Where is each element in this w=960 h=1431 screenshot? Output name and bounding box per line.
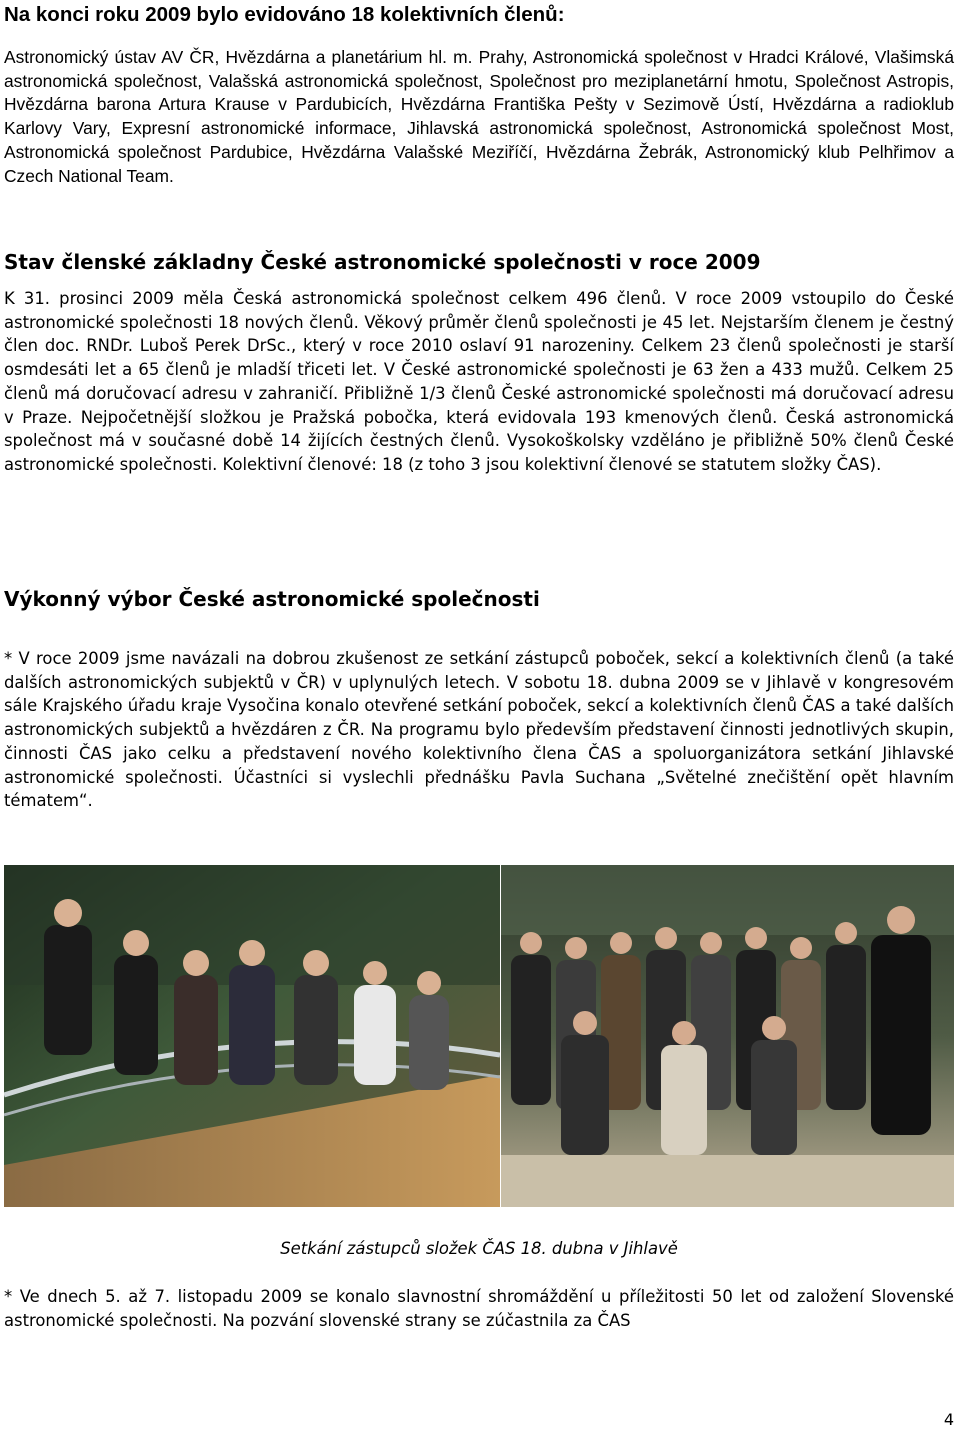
group-photo-left <box>4 865 500 1207</box>
photo-caption: Setkání zástupců složek ČAS 18. dubna v Jihlavě <box>280 1239 678 1258</box>
heading-membership-status: Stav členské základny České astronomické společnosti v roce 2009 <box>4 250 761 274</box>
heading-collective-members: Na konci roku 2009 bylo evidováno 18 kolektivních členů: <box>4 3 565 26</box>
slovak-society-paragraph: * Ve dnech 5. až 7. listopadu 2009 se konalo slavnostní shromáždění u příležitosti 50 let od založení Slovenské astronomické společnosti. Na pozvání slovenské strany se zúčastnila za ČAS <box>4 1287 954 1330</box>
heading-executive-committee: Výkonný výbor České astronomické společnosti <box>4 587 540 611</box>
membership-status-paragraph: K 31. prosinci 2009 měla Česká astronomická společnost celkem 496 členů. V roce 2009 vstoupilo do České astronomické společnosti 18 nových členů. Věkový průměr členů společnosti je 45 let. Nejstarším členem je čestný člen doc. RNDr. Luboš Perek DrSc., který v roce 2010 oslaví 91 narozeniny. Celkem 23 členů společnosti je starší osmdesáti let a 65 členů je mladší třiceti let. V České astronomické společnosti je 63 žen a 433 mužů. Celkem 25 členů má doručovací adresu v zahraničí. Přibližně 1/3 členů České astronomické společnosti má doručovací adresu v Praze. Nejpočetnější složkou je Pražská pobočka, která evidovala 193 kmenových členů. Česká astronomická společnost má v současné době 14 žijících čestných členů. Vysokoškolsky vzděláno je přibližně 50% členů České astronomické společnosti. Kolektivní členové: 18 (z toho 3 jsou kolektivní členové se statutem složky ČAS). <box>4 289 954 474</box>
page-number: 4 <box>943 1410 954 1429</box>
collective-members-list: Astronomický ústav AV ČR, Hvězdárna a planetárium hl. m. Prahy, Astronomická společnost v Hradci Králové, Vlašimská astronomická společnost, Valašská astronomická společnost, Společnost pro meziplanetární hmotu, Společnost Astropis, Hvězdárna barona Artura Krause v Pardubicích, Hvězdárna Františka Pešty v Sezimově Ústí, Hvězdárna a radioklub Karlovy Vary, Expresní astronomické informace, Jihlavská astronomická společnost, Astronomická společnost Most, Astronomická společnost Pardubice, Hvězdárna Valašské Meziříčí, Hvězdárna Žebrák, Astronomický klub Pelhřimov a Czech National Team. <box>4 47 954 186</box>
group-photo-right <box>501 865 954 1207</box>
meeting-paragraph: * V roce 2009 jsme navázali na dobrou zkušenost ze setkání zástupců poboček, sekcí a kolektivních členů (a také dalších astronomických subjektů v ČR) v uplynulých letech. V sobotu 18. dubna 2009 se v Jihlavě v kongresovém sále Krajského úřadu kraje Vysočina konalo otevřené setkání poboček, sekcí a kolektivních členů ČAS a také dalších astronomických subjektů a hvězdáren z ČR. Na programu bylo především představení činnosti jednotlivých skupin, činnosti ČAS jako celku a představení nového kolektivního člena ČAS a spoluorganizátora setkání Jihlavské astronomické společnosti. Účastníci si vyslechli přednášku Pavla Suchana „Světelné znečištění opět hlavním tématem“. <box>4 649 954 811</box>
group-photos <box>4 865 954 1207</box>
